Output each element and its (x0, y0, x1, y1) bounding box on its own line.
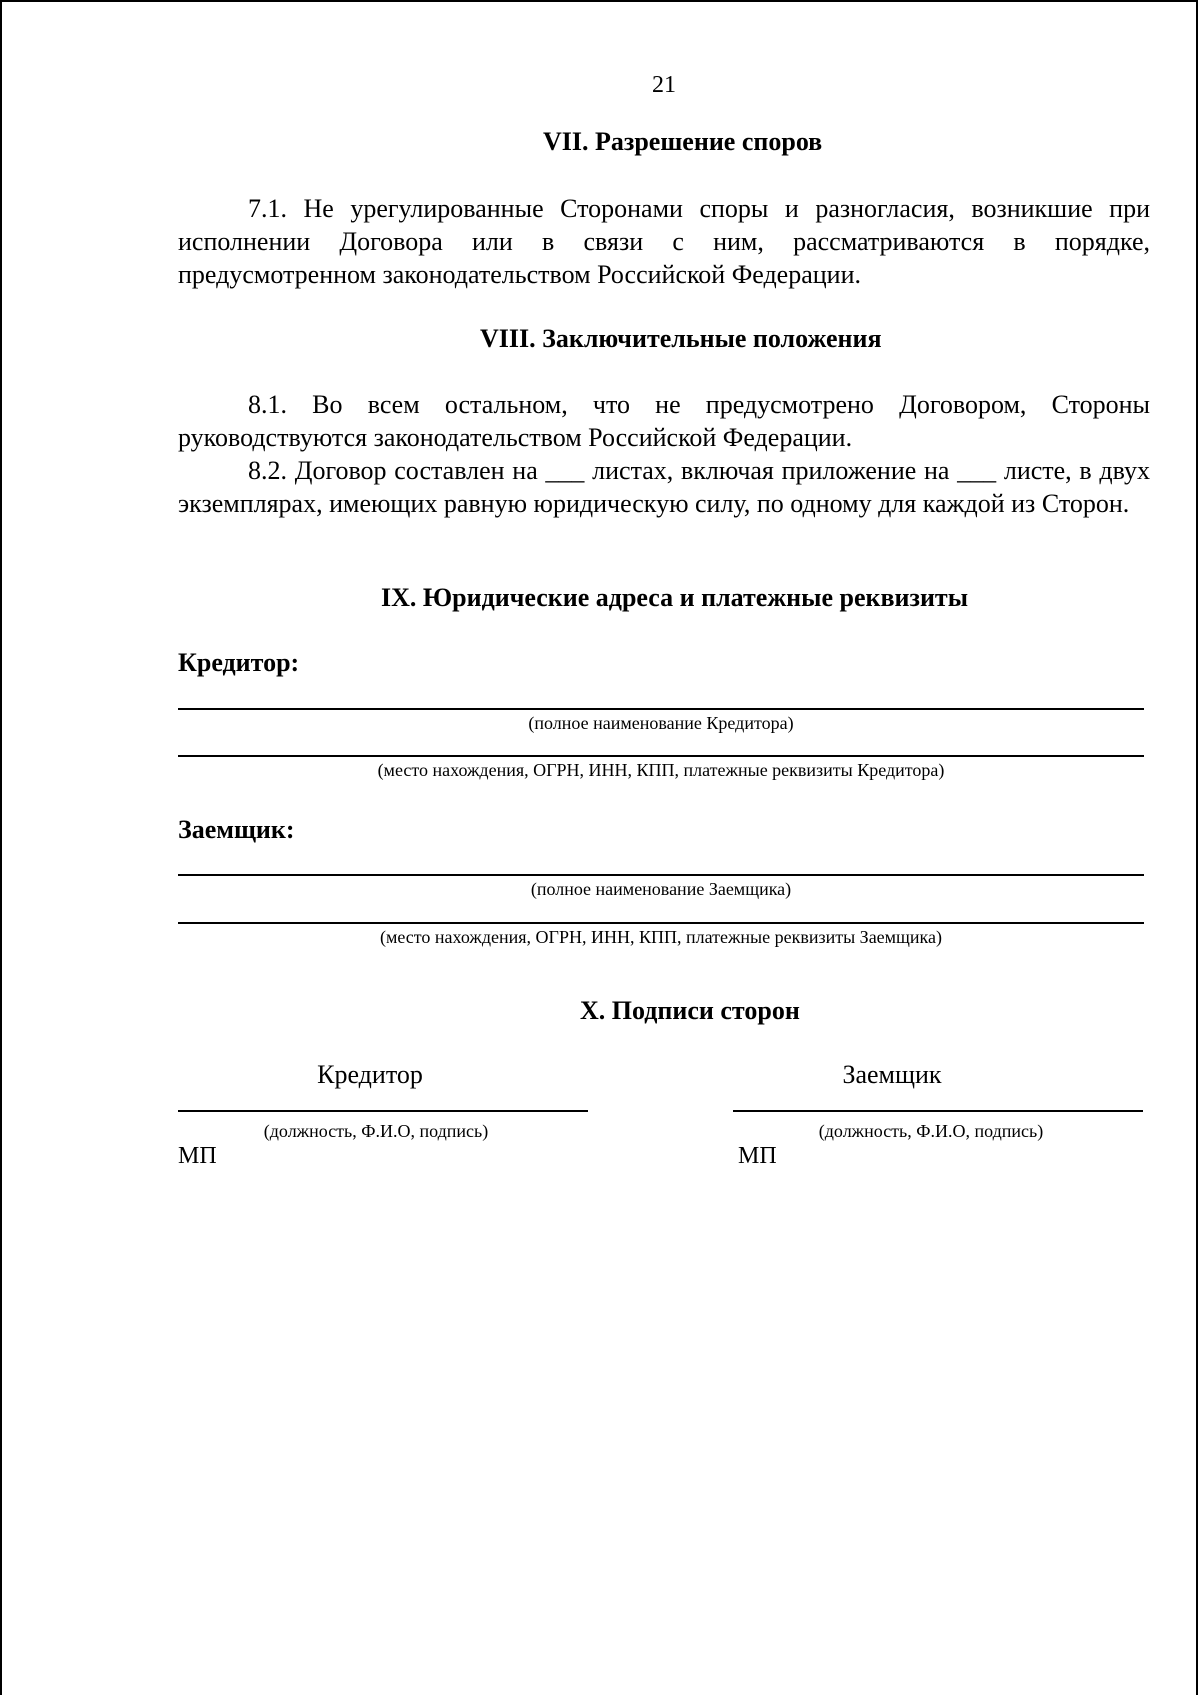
borrower-signature-caption: (должность, Ф.И.О, подпись) (818, 1121, 1044, 1141)
section-8-paragraph-2-text: 8.2. Договор составлен на ___ листах, включая приложение на ___ листе, в двух экземплярах, имеющих равную юридическую силу, по одному для каждой из Сторон. (178, 456, 1150, 518)
borrower-stamp-label: МП (738, 1143, 777, 1169)
section-8-heading: VIII. Заключительные положения (480, 324, 882, 353)
page-number: 21 (652, 72, 676, 98)
creditor-stamp-label: МП (178, 1143, 217, 1169)
section-7-paragraph-1-text: 7.1. Не урегулированные Сторонами споры и разногласия, возникшие при исполнении Договора или в связи с ним, рассматриваются в порядке, предусмотренном законодательством Российской Федерации. (178, 194, 1150, 289)
borrower-label: Заемщик: (178, 815, 295, 844)
borrower-details-line (178, 922, 1144, 924)
creditor-label: Кредитор: (178, 648, 300, 677)
creditor-details-caption: (место нахождения, ОГРН, ИНН, КПП, платежные реквизиты Кредитора) (377, 760, 945, 780)
borrower-details-caption: (место нахождения, ОГРН, ИНН, КПП, платежные реквизиты Заемщика) (379, 927, 943, 947)
section-10-heading: X. Подписи сторон (580, 996, 800, 1025)
creditor-signature-role: Кредитор (317, 1060, 423, 1089)
section-9-heading: IX. Юридические адреса и платежные реквизиты (381, 583, 968, 612)
section-8-paragraph-1 (178, 388, 1150, 454)
borrower-name-caption: (полное наименование Заемщика) (530, 879, 792, 899)
section-7-heading: VII. Разрешение споров (543, 127, 823, 156)
creditor-name-caption: (полное наименование Кредитора) (528, 713, 794, 733)
borrower-signature-line (733, 1110, 1143, 1112)
borrower-name-line (178, 874, 1144, 876)
borrower-signature-role: Заемщик (842, 1060, 942, 1089)
creditor-details-line (178, 755, 1144, 757)
creditor-signature-caption: (должность, Ф.И.О, подпись) (263, 1121, 489, 1141)
section-8-paragraph-1-text: 8.1. Во всем остальном, что не предусмотрено Договором, Стороны руководствуются законодательством Российской Федерации. (178, 390, 1150, 452)
section-7-paragraph-1 (178, 192, 1150, 291)
creditor-signature-line (178, 1110, 588, 1112)
section-8-paragraph-2 (178, 454, 1150, 520)
creditor-name-line (178, 708, 1144, 710)
